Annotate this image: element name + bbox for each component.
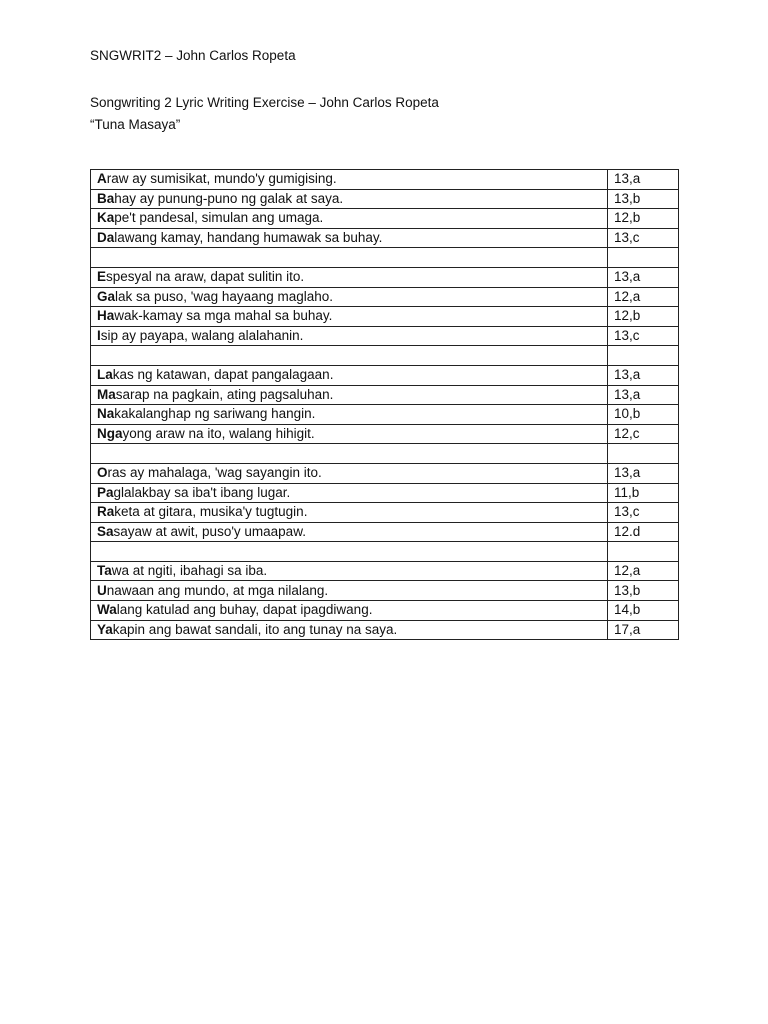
acrostic-letter: Nga: [97, 426, 123, 442]
acrostic-letter: A: [97, 171, 107, 187]
acrostic-letter: Ka: [97, 210, 115, 226]
lyric-row: [91, 620, 679, 640]
lyric-row: [91, 385, 679, 405]
acrostic-letter: Da: [97, 230, 115, 246]
lyric-text: keta at gitara, musika'y tugtugin.: [114, 504, 308, 520]
lyric-line-cell: [91, 307, 608, 327]
syllable-rhyme-cell: 13,c: [608, 326, 679, 346]
syllable-rhyme-cell: 14,b: [608, 601, 679, 621]
lyric-line-cell: [91, 170, 608, 190]
lyric-line-cell: [91, 444, 608, 464]
lyric-row: [91, 424, 679, 444]
syllable-rhyme-cell: [608, 444, 679, 464]
lyric-line-cell: [91, 424, 608, 444]
lyric-row: [91, 483, 679, 503]
lyric-line-cell: [91, 561, 608, 581]
acrostic-letter: Ba: [97, 190, 115, 206]
lyric-row: [91, 405, 679, 425]
lyric-text: glalakbay sa iba't ibang lugar.: [113, 484, 291, 500]
lyric-line-cell: [91, 483, 608, 503]
song-title: “Tuna Masaya”: [90, 117, 181, 132]
lyric-line-cell: [91, 287, 608, 307]
lyric-row: [91, 522, 679, 542]
lyric-row: [91, 228, 679, 248]
lyric-text: nawaan ang mundo, at mga nilalang.: [106, 582, 329, 598]
acrostic-letter: U: [97, 582, 107, 598]
lyric-row: [91, 561, 679, 581]
lyric-row: [91, 326, 679, 346]
acrostic-letter: Ha: [97, 308, 115, 324]
syllable-rhyme-cell: 13,c: [608, 228, 679, 248]
lyric-line-cell: [91, 248, 608, 268]
stanza-separator-row: [91, 248, 679, 268]
syllable-rhyme-cell: 12.d: [608, 522, 679, 542]
syllable-rhyme-cell: 11,b: [608, 483, 679, 503]
syllable-rhyme-cell: 13,a: [608, 170, 679, 190]
lyric-text: sarap na pagkain, ating pagsaluhan.: [115, 386, 334, 402]
lyric-text: lang katulad ang buhay, dapat ipagdiwang.: [116, 602, 373, 618]
syllable-rhyme-cell: 10,b: [608, 405, 679, 425]
lyric-line-cell: [91, 601, 608, 621]
acrostic-letter: Pa: [97, 484, 114, 500]
stanza-separator-row: [91, 444, 679, 464]
acrostic-letter: Ma: [97, 386, 116, 402]
lyric-line-cell: [91, 542, 608, 562]
lyric-row: [91, 189, 679, 209]
acrostic-letter: Wa: [97, 602, 117, 618]
syllable-rhyme-cell: 13,c: [608, 503, 679, 523]
syllable-rhyme-cell: [608, 248, 679, 268]
lyric-line-cell: [91, 267, 608, 287]
syllable-rhyme-cell: 12,b: [608, 307, 679, 327]
syllable-rhyme-cell: 12,b: [608, 209, 679, 229]
syllable-rhyme-cell: 17,a: [608, 620, 679, 640]
syllable-rhyme-cell: [608, 346, 679, 366]
lyric-row: [91, 209, 679, 229]
lyric-line-cell: [91, 385, 608, 405]
exercise-title: Songwriting 2 Lyric Writing Exercise – John Carlos Ropeta: [90, 95, 439, 110]
stanza-separator-row: [91, 346, 679, 366]
lyric-row: [91, 287, 679, 307]
lyric-text: raw ay sumisikat, mundo'y gumigising.: [106, 171, 337, 187]
syllable-rhyme-cell: 13,a: [608, 385, 679, 405]
lyric-text: lak sa puso, 'wag hayaang maglaho.: [115, 288, 333, 304]
lyric-text: wa at ngiti, ibahagi sa iba.: [111, 563, 268, 579]
syllable-rhyme-cell: 13,b: [608, 189, 679, 209]
syllable-rhyme-cell: [608, 542, 679, 562]
lyric-row: [91, 267, 679, 287]
syllable-rhyme-cell: 12,a: [608, 561, 679, 581]
lyric-row: [91, 365, 679, 385]
acrostic-letter: Ya: [97, 621, 113, 637]
lyric-text: lawang kamay, handang humawak sa buhay.: [114, 230, 383, 246]
stanza-separator-row: [91, 542, 679, 562]
lyric-line-cell: [91, 326, 608, 346]
document-header: SNGWRIT2 – John Carlos Ropeta: [90, 48, 296, 63]
lyric-line-cell: [91, 365, 608, 385]
lyric-text: kapin ang bawat sandali, ito ang tunay na saya.: [112, 621, 398, 637]
syllable-rhyme-cell: 13,a: [608, 365, 679, 385]
acrostic-letter: La: [97, 367, 113, 383]
lyric-text: wak-kamay sa mga mahal sa buhay.: [114, 308, 333, 324]
lyric-row: [91, 601, 679, 621]
acrostic-letter: Ta: [97, 563, 112, 579]
lyric-text: sip ay payapa, walang alalahanin.: [100, 328, 304, 344]
syllable-rhyme-cell: 13,a: [608, 463, 679, 483]
lyric-line-cell: [91, 189, 608, 209]
lyric-line-cell: [91, 228, 608, 248]
lyric-line-cell: [91, 405, 608, 425]
lyric-line-cell: [91, 581, 608, 601]
lyric-text: kas ng katawan, dapat pangalagaan.: [112, 367, 334, 383]
acrostic-letter: Sa: [97, 523, 114, 539]
lyric-text: pe't pandesal, simulan ang umaga.: [114, 210, 324, 226]
syllable-rhyme-cell: 13,b: [608, 581, 679, 601]
syllable-rhyme-cell: 13,a: [608, 267, 679, 287]
acrostic-letter: Na: [97, 406, 115, 422]
lyric-text: yong araw na ito, walang hihigit.: [122, 426, 315, 442]
lyric-line-cell: [91, 209, 608, 229]
lyric-text: ras ay mahalaga, 'wag sayangin ito.: [107, 465, 322, 481]
lyric-row: [91, 581, 679, 601]
lyrics-table: [90, 169, 679, 640]
lyric-row: [91, 170, 679, 190]
lyric-line-cell: [91, 346, 608, 366]
lyric-row: [91, 503, 679, 523]
lyric-line-cell: [91, 620, 608, 640]
syllable-rhyme-cell: 12,c: [608, 424, 679, 444]
acrostic-letter: O: [97, 465, 108, 481]
lyric-row: [91, 463, 679, 483]
lyric-line-cell: [91, 522, 608, 542]
lyric-text: sayaw at awit, puso'y umaapaw.: [113, 523, 306, 539]
lyric-line-cell: [91, 503, 608, 523]
lyric-row: [91, 307, 679, 327]
acrostic-letter: I: [97, 328, 101, 344]
lyric-text: kakalanghap ng sariwang hangin.: [114, 406, 316, 422]
syllable-rhyme-cell: 12,a: [608, 287, 679, 307]
acrostic-letter: Ra: [97, 504, 115, 520]
acrostic-letter: E: [97, 269, 107, 285]
acrostic-letter: Ga: [97, 288, 116, 304]
lyrics-table-body: [91, 170, 679, 640]
lyric-text: hay ay punung-puno ng galak at saya.: [114, 190, 344, 206]
lyric-text: spesyal na araw, dapat sulitin ito.: [106, 269, 305, 285]
lyric-line-cell: [91, 463, 608, 483]
